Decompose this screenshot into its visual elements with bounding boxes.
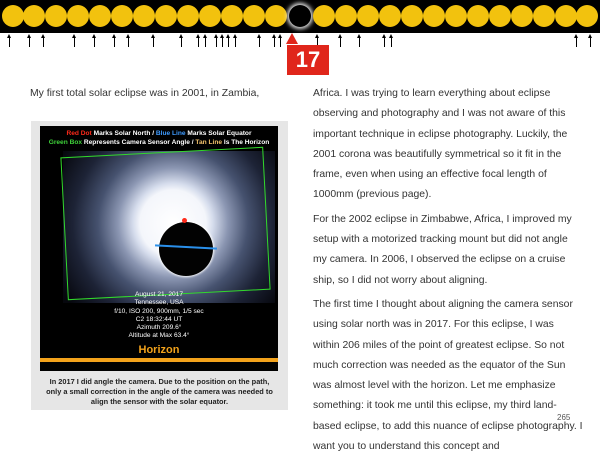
partial-eclipse-phase-icon (221, 5, 243, 27)
partial-eclipse-phase-icon (335, 5, 357, 27)
info-altitude: Altitude at Max 63.4° (128, 332, 190, 340)
partial-eclipse-phase-icon (133, 5, 155, 27)
page-marker-arrow-icon (587, 33, 595, 47)
legend-text: Represents Camera Sensor Angle / (82, 139, 196, 146)
legend-text: Marks Solar North / (91, 130, 156, 137)
info-location: Tennessee, USA (134, 299, 184, 307)
info-exposure: f/10, ISO 200, 900mm, 1/5 sec (114, 307, 204, 315)
partial-eclipse-phase-icon (199, 5, 221, 27)
page-marker-arrow-icon (573, 33, 581, 47)
partial-eclipse-phase-icon (379, 5, 401, 27)
partial-eclipse-phase-icon (533, 5, 555, 27)
page-badge-pointer-icon (286, 33, 298, 44)
intro-paragraph: My first total solar eclipse was in 2001, in Zambia, (30, 88, 260, 99)
page-marker-arrow-icon (178, 33, 186, 47)
partial-eclipse-phase-icon (45, 5, 67, 27)
partial-eclipse-phase-icon (111, 5, 133, 27)
horizon-label: Horizon (138, 344, 180, 356)
partial-eclipse-phase-icon (177, 5, 199, 27)
page-marker-arrow-icon (150, 33, 158, 47)
partial-eclipse-phase-icon (89, 5, 111, 27)
legend-green-box: Green Box (48, 139, 83, 146)
legend-blue-line: Blue Line (155, 130, 186, 137)
page-marker-arrow-icon (6, 33, 14, 47)
partial-eclipse-phase-icon (243, 5, 265, 27)
page-marker-arrow-icon (71, 33, 79, 47)
figure-caption: In 2017 I did angle the camera. Due to the position on the path, only a small correction in the angle of the camera was needed to align the sensor with the solar equator. (46, 377, 273, 406)
legend-text: Is The Horizon (222, 139, 270, 146)
page-marker-arrow-icon (277, 33, 285, 47)
page-marker-arrow-icon (125, 33, 133, 47)
partial-eclipse-phase-icon (2, 5, 24, 27)
partial-eclipse-phase-icon (423, 5, 445, 27)
body-paragraph: Africa. I was trying to learn everything about eclipse observing and photography and I was not aware of this important technique in eclipse photography. Luckily, the 2001 corona was beautifully symmetrical so it fit in the frame, even when using an effective focal length of 1000mm (previous page). (313, 88, 568, 201)
page-marker-arrow-icon (91, 33, 99, 47)
partial-eclipse-phase-icon (155, 5, 177, 27)
legend-tan-line: Tan Line (195, 139, 223, 146)
left-column (30, 84, 292, 104)
partial-eclipse-phase-icon (489, 5, 511, 27)
partial-eclipse-phase-icon (445, 5, 467, 27)
page-marker-arrow-icon (388, 33, 396, 47)
page-badge: 17 (287, 45, 329, 75)
partial-eclipse-phase-icon (313, 5, 335, 27)
partial-eclipse-phase-icon (357, 5, 379, 27)
page-marker-arrow-icon (40, 33, 48, 47)
partial-eclipse-phase-icon (67, 5, 89, 27)
camera-sensor-box (60, 147, 270, 300)
info-azimuth: Azimuth 209.6° (136, 324, 182, 332)
partial-eclipse-phase-icon (401, 5, 423, 27)
partial-eclipse-phase-icon (23, 5, 45, 27)
partial-eclipse-phase-icon (265, 5, 287, 27)
horizon-line (40, 358, 278, 362)
partial-eclipse-phase-icon (467, 5, 489, 27)
page-marker-arrow-icon (337, 33, 345, 47)
total-eclipse-phase-icon (289, 5, 311, 27)
page-marker-arrow-icon (356, 33, 364, 47)
photo-legend-line-2 (40, 138, 278, 147)
body-paragraph: The first time I thought about aligning the camera sensor using solar north was in 2017. For this eclipse, I was within 206 miles of the point of greatest eclipse. So not much correction was needed as the equator of the Sun was almost level with the horizon. Let me emphasize something: it took me until this eclipse, my third land-based eclipse, to add this nuance of eclipse photography. I want you to understand this concept and (313, 298, 583, 453)
photo-legend-line-1 (40, 129, 278, 138)
legend-red-dot: Red Dot (66, 130, 92, 137)
partial-eclipse-phase-icon (511, 5, 533, 27)
partial-eclipse-phase-icon (555, 5, 577, 27)
right-column (313, 84, 583, 461)
info-date: August 21, 2017 (134, 291, 184, 298)
photo-info (40, 291, 278, 341)
eclipse-photo (40, 126, 278, 371)
page-number: 265 (557, 413, 571, 422)
page-marker-arrow-icon (256, 33, 264, 47)
page-marker-arrow-icon (232, 33, 240, 47)
legend-text: Marks Solar Equator (185, 130, 252, 137)
partial-eclipse-phase-icon (576, 5, 598, 27)
eclipse-figure (31, 121, 288, 410)
page-marker-arrow-icon (26, 33, 34, 47)
page-marker-arrow-icon (202, 33, 210, 47)
page-marker-arrow-icon (111, 33, 119, 47)
info-contact-time: C2 18:32:44 UT (135, 315, 183, 323)
body-paragraph: For the 2002 eclipse in Zimbabwe, Africa, I improved my setup with a motorized tracking mount but did not angle my camera. In 2006, I observed the eclipse on a cruise ship, so I did not worry about aligning. (313, 213, 572, 286)
eclipse-phase-strip (0, 0, 600, 33)
